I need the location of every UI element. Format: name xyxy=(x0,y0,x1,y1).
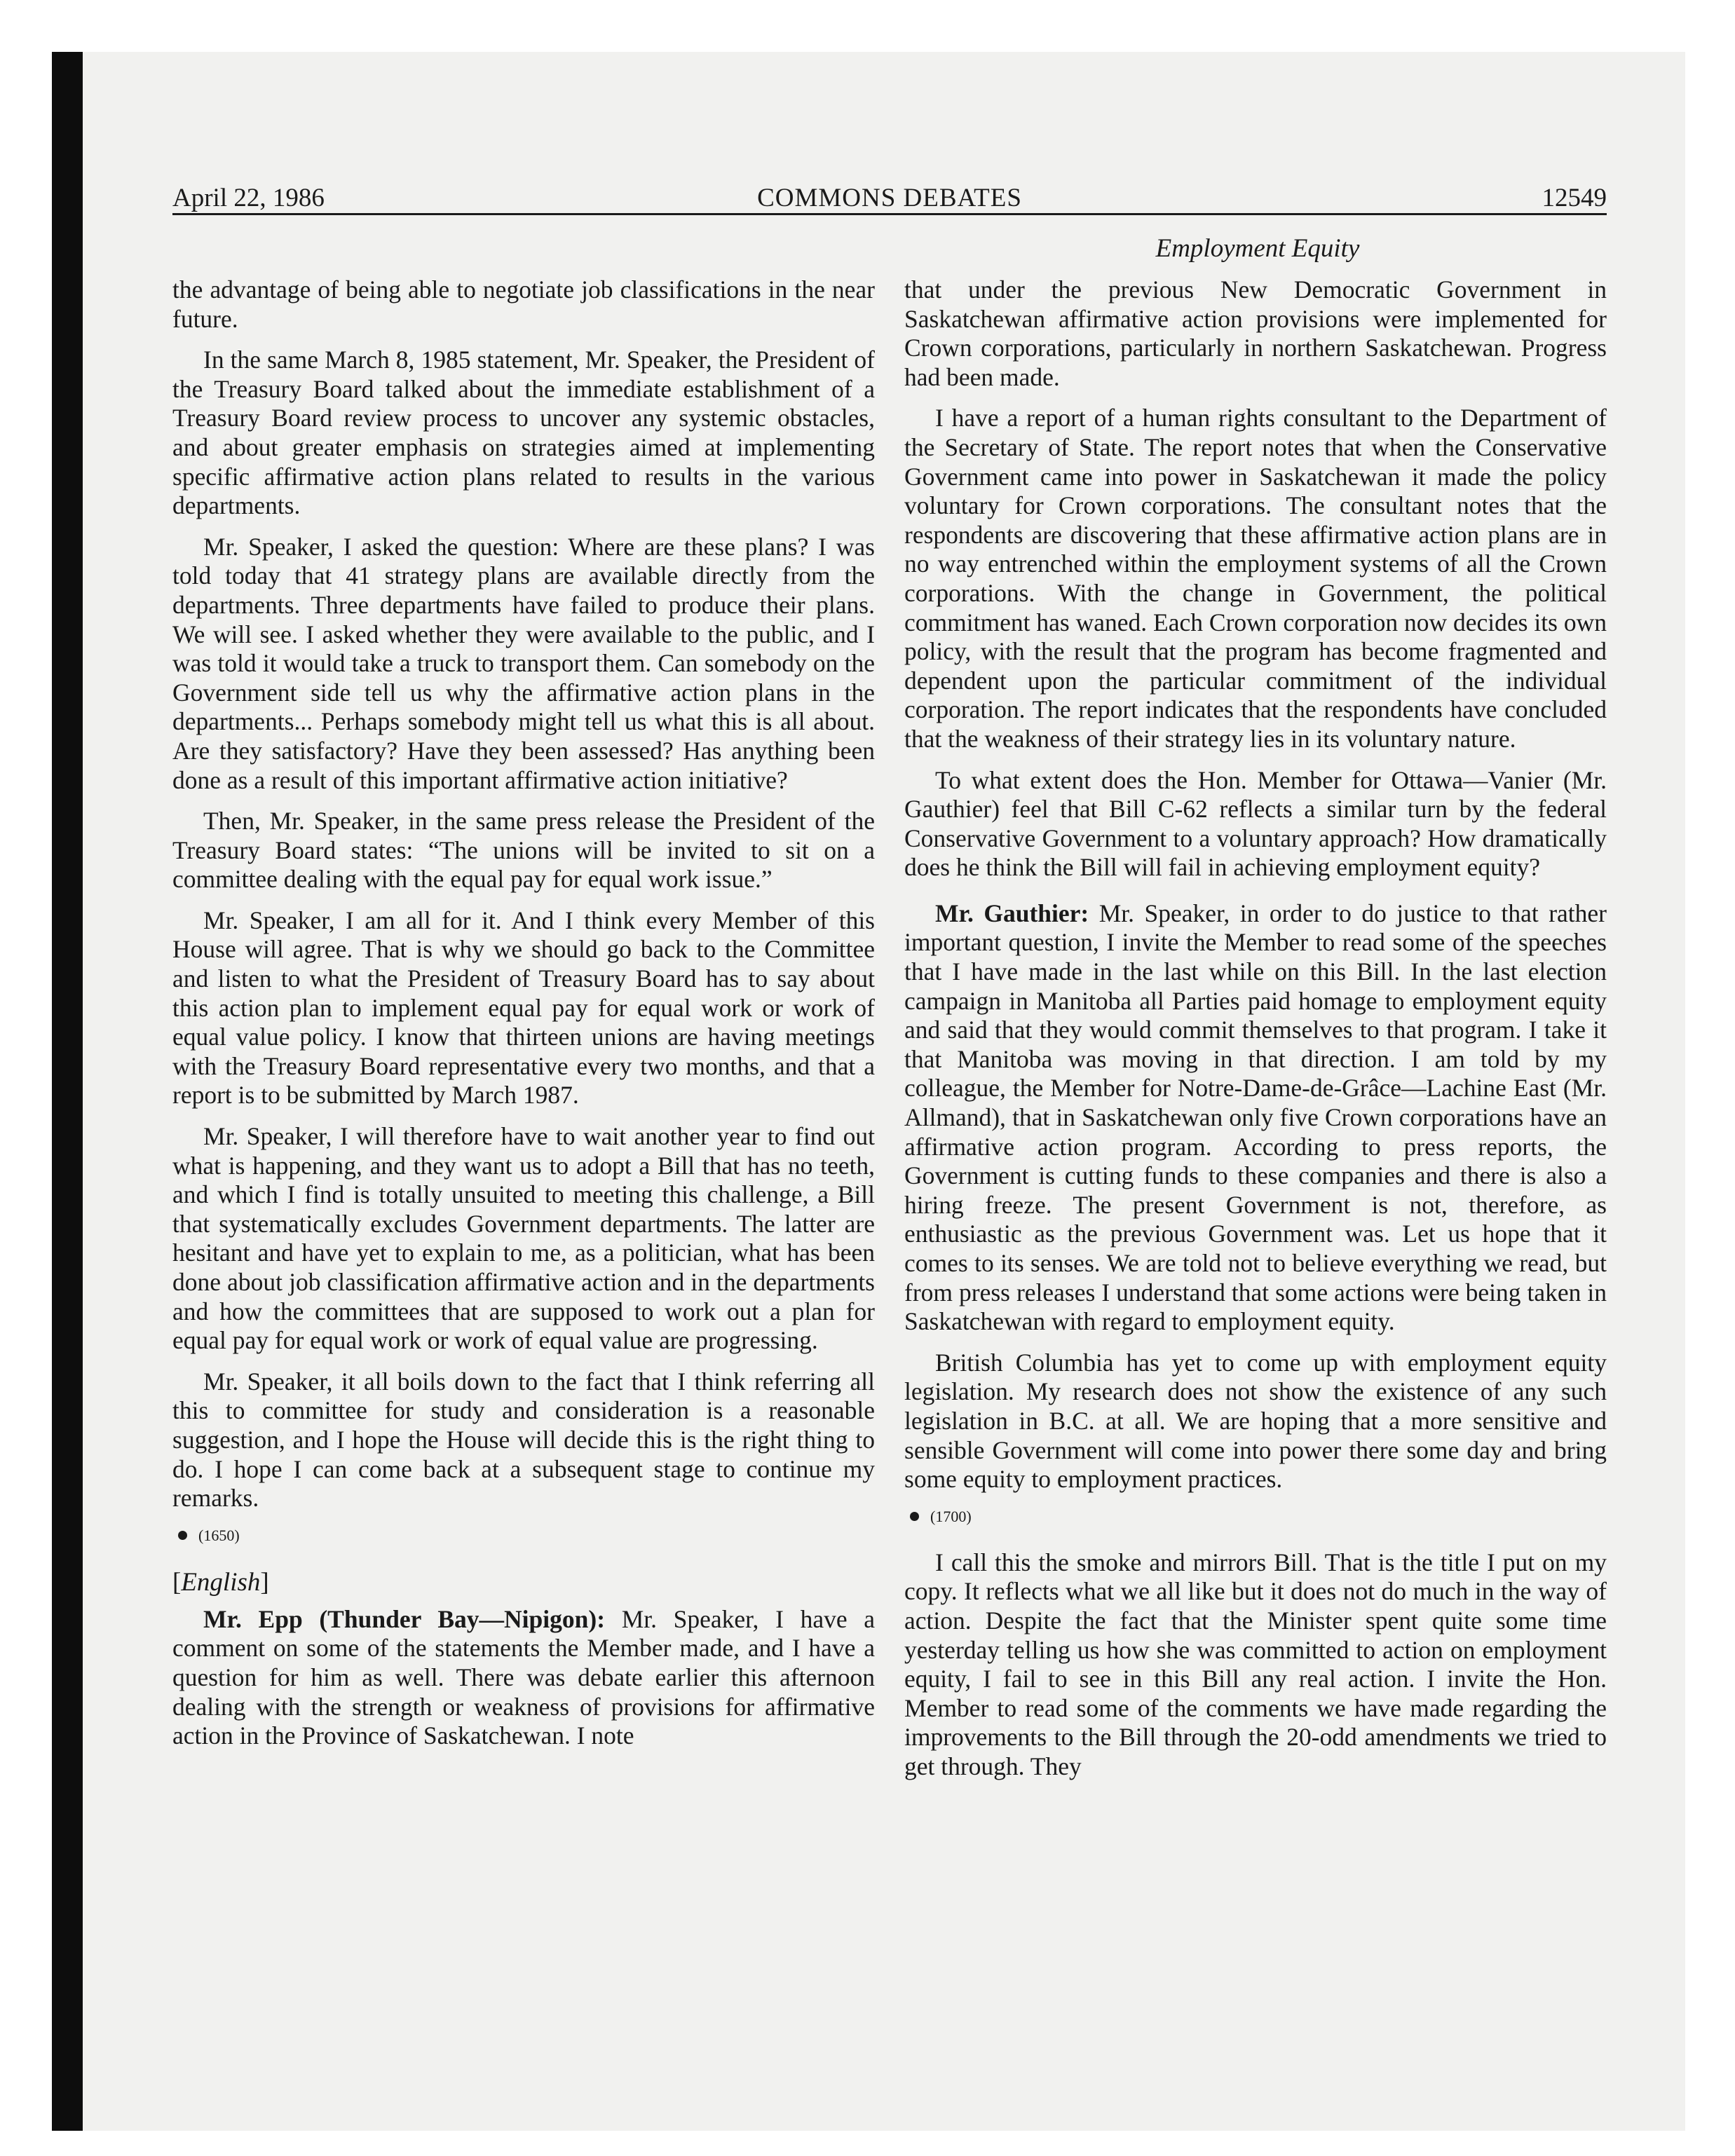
speech-paragraph xyxy=(172,1605,875,1751)
paragraph: I have a report of a human rights consultant to the Department of the Secretary of State. The report notes that when the Conservative Government came into power in Saskatchewan it made the policy voluntary for Crown corporations. The consultant notes that the respondents are discovering that these affirmative action plans are in no way entrenched within the employment systems of all the Crown corporations. With the change in Government, the political commitment has waned. Each Crown corporation now decides its own policy, with the result that the program has become fragmented and dependent upon the particular commitment of the individual corporation. The report indicates that the respondents have concluded that the weakness of their strategy lies in its voluntary nature. xyxy=(904,404,1607,753)
time-marker xyxy=(904,1506,1607,1527)
speaker-name: Mr. Epp (Thunder Bay—Nipigon): xyxy=(203,1604,606,1633)
paragraph: that under the previous New Democratic Government in Saskatchewan affirmative action provisions were implemented for Crown corporations, particularly in northern Saskatchewan. Progress had been made. xyxy=(904,275,1607,391)
paragraph: Mr. Speaker, I will therefore have to wait another year to find out what is happening, and they want us to adopt a Bill that has no teeth, and which I find is totally unsuited to meeting this challenge, a Bill that systematically excludes Government departments. The latter are hesitant and have yet to explain to me, as a politician, what has been done about job classification affirmative action and in the departments and how the committees that are supposed to work out a plan for equal pay for equal work or work of equal value are progressing. xyxy=(172,1122,875,1355)
paragraph: In the same March 8, 1985 statement, Mr. Speaker, the President of the Treasury Board talked about the immediate establishment of a Treasury Board review process to uncover any systemic obstacles, and about greater emphasis on strategies aimed at implementing specific affirmative action plans related to results in the various departments. xyxy=(172,346,875,520)
language-label: English xyxy=(181,1567,261,1597)
header-rule xyxy=(172,213,1607,215)
bullet-icon xyxy=(910,1512,919,1521)
speech-text: Mr. Speaker, I have a comment on some of the statements the Member made, and I have a question for him as well. There was debate earlier this afternoon dealing with the strength or weakness of provisions for affirmative action in the Province of Saskatchewan. I note xyxy=(172,1604,875,1750)
header-title: COMMONS DEBATES xyxy=(757,184,1022,212)
paragraph: British Columbia has yet to come up with employment equity legislation. My research does not show the existence of any such legislation in B.C. at all. We are hoping that a more sensitive and sensible Government will come into power there some day and bring some equity to employment practices. xyxy=(904,1348,1607,1494)
header-date: April 22, 1986 xyxy=(172,184,325,212)
paragraph: Mr. Speaker, it all boils down to the fact that I think referring all this to committee for study and consideration is a reasonable suggestion, and I hope the House will decide this is the right thing to do. I hope I can come back at a subsequent stage to continue my remarks. xyxy=(172,1367,875,1513)
language-bracket-close: ] xyxy=(260,1567,269,1597)
paragraph: Mr. Speaker, I asked the question: Where are these plans? I was told today that 41 strategy plans are available directly from the departments. Three departments have failed to produce their plans. We will see. I asked whether they were available to the public, and I was told it would take a truck to transport them. Can somebody on the Government side tell us why the affirmative action plans in the departments... Perhaps somebody might tell us what this is all about. Are they satisfactory? Have they been assessed? Has anything been done as a result of this important affirmative action initiative? xyxy=(172,532,875,794)
speaker-name: Mr. Gauthier: xyxy=(935,899,1089,927)
language-tag xyxy=(172,1567,875,1598)
time-marker xyxy=(172,1525,875,1546)
right-column xyxy=(904,275,1607,1794)
running-head: Employment Equity xyxy=(1155,234,1360,263)
paragraph: I call this the smoke and mirrors Bill. That is the title I put on my copy. It reflects what we all like but it does not do much in the way of action. Despite the fact that the Minister spent quite some time yesterday telling us how she was committed to action on employment equity, I fail to see in this Bill any real action. I invite the Hon. Member to read some of the comments we have made regarding the improvements to the Bill through the 20-odd amendments we tried to get through. They xyxy=(904,1548,1607,1780)
page-number: 12549 xyxy=(1542,184,1607,212)
left-column xyxy=(172,275,875,1763)
binding-edge xyxy=(52,52,83,2131)
paragraph: the advantage of being able to negotiate job classifications in the near future. xyxy=(172,275,875,333)
page-header xyxy=(172,181,1607,216)
paragraph: Mr. Speaker, I am all for it. And I think every Member of this House will agree. That is why we should go back to the Committee and listen to what the President of Treasury Board has to say about this action plan to implement equal pay for equal work or work of equal value policy. I know that thirteen unions are having meetings with the Treasury Board representative every two months, and that a report is to be submitted by March 1987. xyxy=(172,906,875,1110)
language-bracket-open: [ xyxy=(172,1567,182,1597)
paragraph: To what extent does the Hon. Member for Ottawa—Vanier (Mr. Gauthier) feel that Bill C-62 reflects a similar turn by the federal Conservative Government to a voluntary approach? How dramatically does he think the Bill will fail in achieving employment equity? xyxy=(904,765,1607,882)
paragraph: Then, Mr. Speaker, in the same press release the President of the Treasury Board states: “The unions will be invited to sit on a committee dealing with the equal pay for equal work issue.” xyxy=(172,807,875,894)
bullet-icon xyxy=(178,1531,187,1540)
time-marker-label: (1700) xyxy=(930,1507,972,1525)
speech-text: Mr. Speaker, in order to do justice to that rather important question, I invite the Member to read some of the speeches that I have made in the last while on this Bill. In the last election campaign in Manitoba all Parties paid homage to employment equity and said that they would commit themselves to that program. I take it that Manitoba was moving in that direction. I am told by my colleague, the Member for Notre-Dame-de-Grâce—Lachine East (Mr. Allmand), that in Saskatchewan only five Crown corporations have an affirmative action program. According to press reports, the Government is cutting funds to these companies and there is also a hiring freeze. The present Government is not, therefore, as enthusiastic as the previous Government was. Let us hope that it comes to its senses. We are told not to believe everything we read, but from press releases I understand that some actions were being taken in Saskatchewan with regard to employment equity. xyxy=(904,899,1607,1336)
time-marker-label: (1650) xyxy=(198,1526,240,1544)
speech-paragraph xyxy=(904,899,1607,1337)
